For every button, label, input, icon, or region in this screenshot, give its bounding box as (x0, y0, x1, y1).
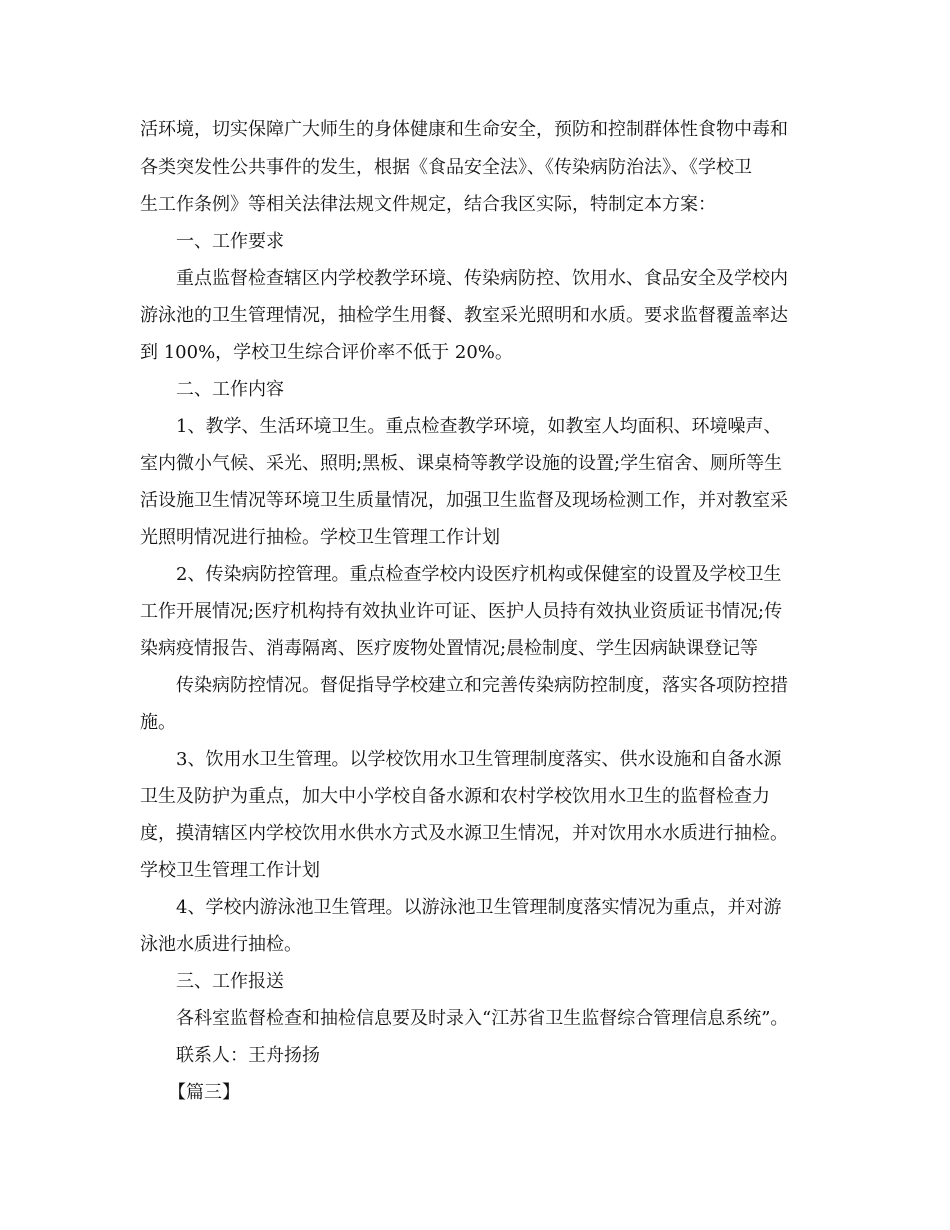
contact-line: 联系人：王舟扬扬 (176, 1045, 320, 1066)
body-line: 工作开展情况;医疗机构持有效执业许可证、医护人员持有效执业资质证书情况;传 (140, 601, 783, 622)
body-line: 生工作条例》等相关法律法规文件规定，结合我区实际，特制定本方案： (140, 194, 716, 215)
section-heading: 三、工作报送 (176, 971, 284, 992)
body-line: 游泳池的卫生管理情况，抽检学生用餐、教室采光照明和水质。要求监督覆盖率达 (140, 305, 788, 326)
paragraph-first-line: 4、学校内游泳池卫生管理。以游泳池卫生管理制度落实情况为重点，并对游 (176, 897, 782, 918)
body-line: 光照明情况进行抽检。学校卫生管理工作计划 (140, 527, 500, 548)
paragraph-first-line: 3、饮用水卫生管理。以学校饮用水卫生管理制度落实、供水设施和自备水源 (176, 749, 782, 770)
body-line: 活设施卫生情况等环境卫生质量情况，加强卫生监督及现场检测工作，并对教室采 (140, 490, 788, 511)
body-line: 到 100%，学校卫生综合评价率不低于 20%。 (140, 342, 513, 363)
body-line: 活环境，切实保障广大师生的身体健康和生命安全，预防和控制群体性食物中毒和 (140, 119, 788, 140)
body-line: 学校卫生管理工作计划 (140, 860, 320, 881)
paragraph-first-line: 各科室监督检查和抽检信息要及时录入“江苏省卫生监督综合管理信息系统”。 (176, 1008, 789, 1029)
paragraph-first-line: 重点监督检查辖区内学校教学环境、传染病防控、饮用水、食品安全及学校内 (176, 268, 788, 289)
body-line: 染病疫情报告、消毒隔离、医疗废物处置情况;晨检制度、学生因病缺课登记等 (140, 638, 759, 659)
section-heading: 一、工作要求 (176, 231, 284, 252)
body-line: 度，摸清辖区内学校饮用水供水方式及水源卫生情况，并对饮用水水质进行抽检。 (140, 823, 788, 844)
body-line: 泳池水质进行抽检。 (140, 934, 302, 955)
paragraph-first-line: 1、教学、生活环境卫生。重点检查教学环境，如教室人均面积、环境噪声、 (176, 416, 782, 437)
body-line: 室内微小气候、采光、照明;黑板、课桌椅等教学设施的设置;学生宿舍、厕所等生 (140, 453, 783, 474)
body-line: 各类突发性公共事件的发生，根据《食品安全法》、《传染病防治法》、《学校卫 (140, 157, 752, 178)
part-heading: 【篇三】 (168, 1082, 240, 1103)
section-heading: 二、工作内容 (176, 379, 284, 400)
body-line: 卫生及防护为重点，加大中小学校自备水源和农村学校饮用水卫生的监督检查力 (140, 786, 770, 807)
paragraph-first-line: 2、传染病防控管理。重点检查学校内设医疗机构或保健室的设置及学校卫生 (176, 564, 782, 585)
body-line: 施。 (140, 712, 176, 733)
paragraph-first-line: 传染病防控情况。督促指导学校建立和完善传染病防控制度，落实各项防控措 (176, 675, 788, 696)
